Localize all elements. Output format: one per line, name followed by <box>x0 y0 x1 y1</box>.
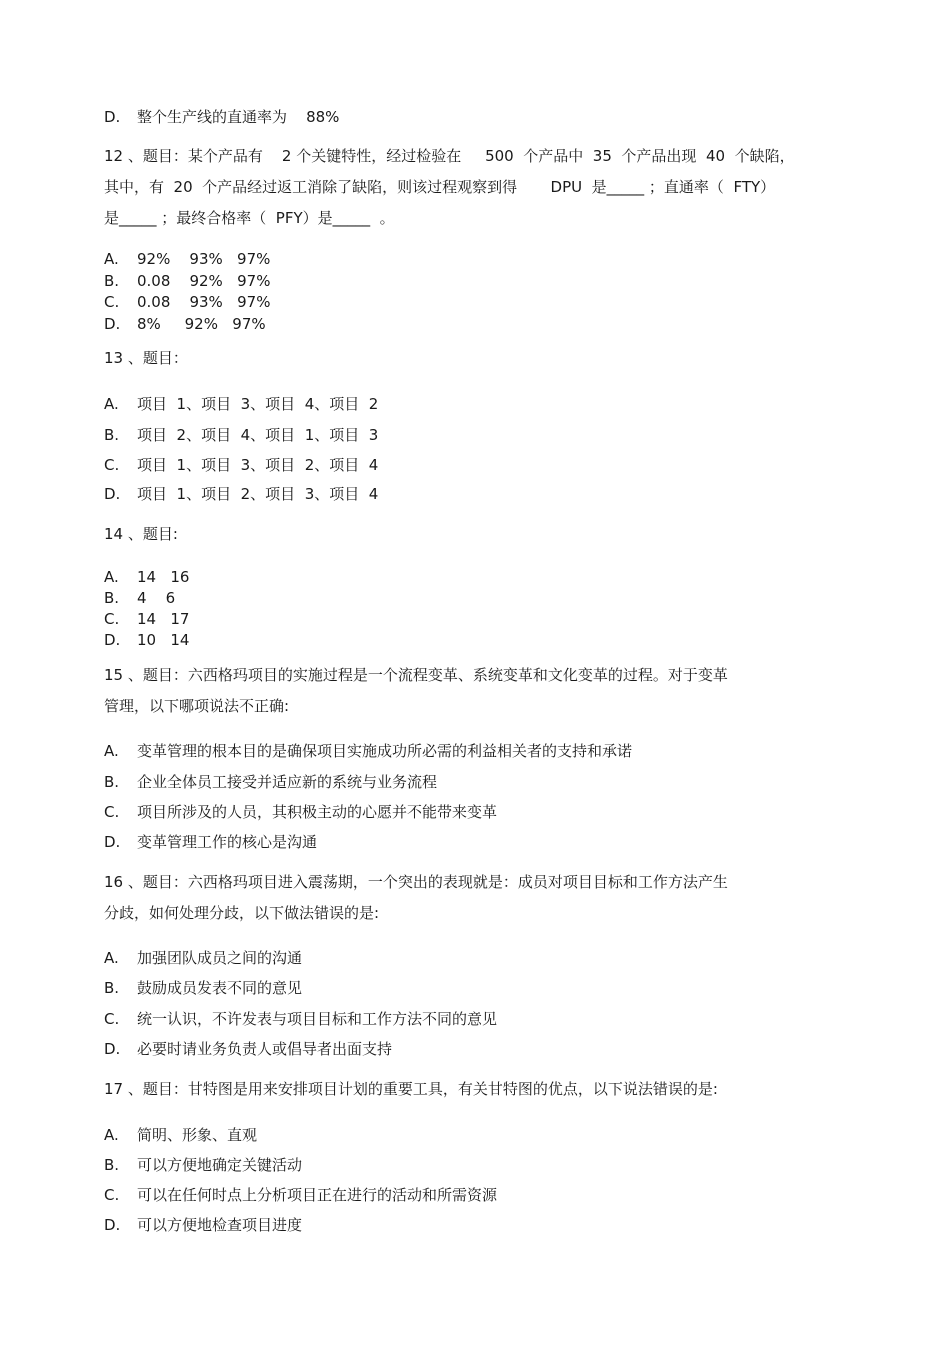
q12-option-d <box>104 314 266 334</box>
q13-option-d <box>104 484 378 504</box>
option-letter: B. <box>104 589 120 607</box>
q13-stem: 13 、题目： <box>104 349 188 367</box>
option-text: 企业全体员工接受并适应新的系统与业务流程 <box>137 773 438 791</box>
q13-option-c <box>104 455 378 475</box>
option-letter: B. <box>104 773 120 791</box>
option-text: 加强团队成员之间的沟通 <box>137 949 303 967</box>
q17-option-d <box>104 1215 302 1235</box>
q15-option-c <box>104 802 497 822</box>
q16-option-d <box>104 1039 392 1059</box>
q15-option-a <box>104 741 632 761</box>
option-text: 项目所涉及的人员，其积极主动的心愿并不能带来变革 <box>137 803 498 821</box>
option-letter: B. <box>104 1156 120 1174</box>
option-text: 统一认识，不许发表与项目目标和工作方法不同的意见 <box>137 1010 498 1028</box>
option-text: 项目 1、项目 3、项目 4、项目 2 <box>137 395 379 413</box>
q16-stem-line2: 分歧，如何处理分歧，以下做法错误的是: <box>104 904 380 922</box>
option-letter: A. <box>104 742 119 760</box>
option-letter: A. <box>104 250 119 268</box>
option-text: 简明、形象、直观 <box>137 1126 258 1144</box>
option-letter: C. <box>104 610 120 628</box>
q12-option-c <box>104 292 270 312</box>
option-letter: C. <box>104 803 120 821</box>
option-letter: C. <box>104 293 120 311</box>
q14-option-a <box>104 567 189 587</box>
option-letter: A. <box>104 949 119 967</box>
option-letter: C. <box>104 1010 120 1028</box>
option-text: 项目 2、项目 4、项目 1、项目 3 <box>137 426 379 444</box>
option-letter: A. <box>104 395 119 413</box>
q12-stem-line3: 是_____ ；最终合格率（ PFY）是_____ 。 <box>104 209 395 227</box>
option-text: 0.08 93% 97% <box>137 293 271 311</box>
option-letter: D. <box>104 833 121 851</box>
option-text: 0.08 92% 97% <box>137 272 271 290</box>
q14-option-b <box>104 588 175 608</box>
option-text: 10 14 <box>137 631 190 649</box>
option-text: 4 6 <box>137 589 176 607</box>
option-text: 可以方便地检查项目进度 <box>137 1216 303 1234</box>
q12-option-a <box>104 249 270 269</box>
q17-stem: 17 、题目：甘特图是用来安排项目计划的重要工具，有关甘特图的优点，以下说法错误的是: <box>104 1080 718 1098</box>
option-text: 项目 1、项目 3、项目 2、项目 4 <box>137 456 379 474</box>
q13-option-a <box>104 394 378 414</box>
q14-stem: 14 、题目: <box>104 525 178 543</box>
q14-option-d <box>104 630 189 650</box>
option-text: 必要时请业务负责人或倡导者出面支持 <box>137 1040 393 1058</box>
q12-stem-line1: 12 、题目：某个产品有 2 个关键特性，经过检验在 500 个产品中 35 个产品出现 40 个缺陷， <box>104 147 795 165</box>
q16-option-c <box>104 1009 497 1029</box>
option-letter: B. <box>104 426 120 444</box>
q15-option-b <box>104 772 437 792</box>
option-letter: D. <box>104 108 121 126</box>
q14-option-c <box>104 609 189 629</box>
q12-option-b <box>104 271 270 291</box>
q17-option-a <box>104 1125 257 1145</box>
option-letter: D. <box>104 1040 121 1058</box>
option-text: 14 16 <box>137 568 190 586</box>
option-text: 变革管理工作的核心是沟通 <box>137 833 318 851</box>
q16-option-b <box>104 978 302 998</box>
q15-stem-line1: 15 、题目：六西格玛项目的实施过程是一个流程变革、系统变革和文化变革的过程。对于变革 <box>104 666 728 684</box>
option-text: 鼓励成员发表不同的意见 <box>137 979 303 997</box>
option-text: 可以方便地确定关键活动 <box>137 1156 303 1174</box>
option-letter: C. <box>104 1186 120 1204</box>
option-letter: A. <box>104 1126 119 1144</box>
option-letter: B. <box>104 272 120 290</box>
option-letter: D. <box>104 315 121 333</box>
q11-option-d <box>104 107 339 127</box>
option-letter: D. <box>104 631 121 649</box>
q13-option-b <box>104 425 378 445</box>
option-text: 整个生产线的直通率为 88% <box>137 108 340 126</box>
q15-stem-line2: 管理，以下哪项说法不正确: <box>104 697 290 715</box>
option-letter: B. <box>104 979 120 997</box>
option-letter: D. <box>104 1216 121 1234</box>
option-letter: C. <box>104 456 120 474</box>
q12-stem-line2: 其中，有 20 个产品经过返工消除了缺陷，则该过程观察到得 DPU 是_____ ；直通率（ FTY） <box>104 178 776 196</box>
q16-stem-line1: 16 、题目：六西格玛项目进入震荡期，一个突出的表现就是：成员对项目目标和工作方法产生 <box>104 873 728 891</box>
option-letter: D. <box>104 485 121 503</box>
option-text: 92% 93% 97% <box>137 250 271 268</box>
q17-option-b <box>104 1155 302 1175</box>
q16-option-a <box>104 948 302 968</box>
option-text: 可以在任何时点上分析项目正在进行的活动和所需资源 <box>137 1186 498 1204</box>
q17-option-c <box>104 1185 497 1205</box>
option-text: 项目 1、项目 2、项目 3、项目 4 <box>137 485 379 503</box>
option-text: 变革管理的根本目的是确保项目实施成功所必需的利益相关者的支持和承诺 <box>137 742 633 760</box>
option-letter: A. <box>104 568 119 586</box>
option-text: 8% 92% 97% <box>137 315 266 333</box>
option-text: 14 17 <box>137 610 190 628</box>
q15-option-d <box>104 832 317 852</box>
